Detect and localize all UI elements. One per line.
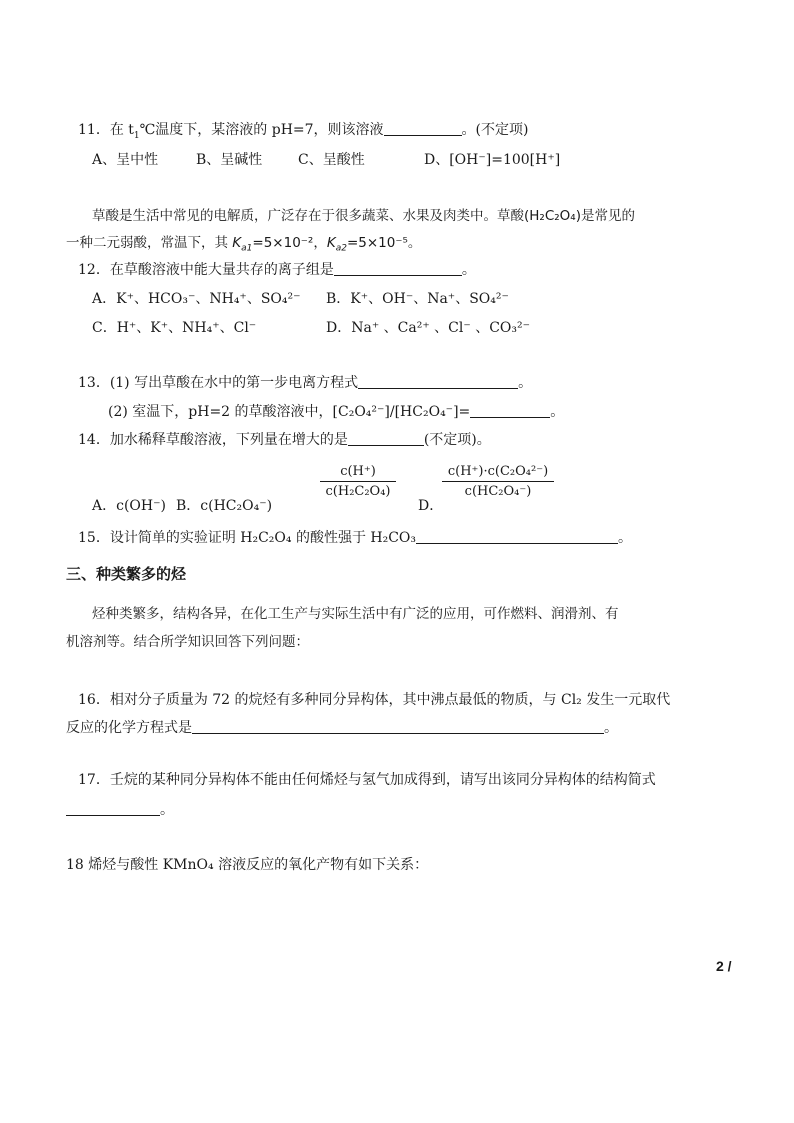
q12-stem: 12．在草酸溶液中能大量共存的离子组是 。: [78, 262, 476, 278]
q16-line2: 反应的化学方程式是 。: [66, 720, 618, 736]
q14-option-c-denominator: c(H₂C₂O₄): [325, 484, 391, 499]
q14-option-d-label: D．: [418, 498, 444, 514]
q12-answer-blank[interactable]: [334, 261, 462, 276]
q18-line1: 18 烯烃与酸性 KMnO₄ 溶液反应的氧化产物有如下关系：: [66, 857, 429, 873]
q13-part1-answer-blank[interactable]: [358, 374, 518, 389]
q11-stem: 11．在 $t_1℃$温度下，某溶液的 pH=7，则该溶液 。(不定项): [78, 122, 529, 141]
q11-option-c: C、呈酸性: [298, 152, 365, 168]
q15-stem: 15．设计简单的实验证明 H₂C₂O₄ 的酸性强于 H₂CO₃ 。: [78, 530, 633, 546]
q12-option-d: D．Na⁺ 、Ca²⁺ 、Cl⁻ 、CO₃²⁻: [326, 320, 531, 336]
page-number: 2 /: [716, 958, 732, 974]
q17-line2: 。: [66, 800, 174, 820]
q12-option-b: B．K⁺、OH⁻、Na⁺、SO₄²⁻: [326, 291, 509, 307]
q14-answer-blank[interactable]: [348, 431, 424, 446]
fraction-bar: [442, 481, 554, 482]
q11-option-b: B、呈碱性: [196, 152, 263, 168]
q14-option-d-denominator: c(HC₂O₄⁻): [464, 484, 532, 499]
q17-answer-blank[interactable]: [66, 801, 160, 816]
q14-option-d-numerator: c(H⁺)·c(C₂O₄²⁻): [447, 464, 549, 479]
q11-answer-blank[interactable]: [384, 121, 462, 136]
q13-part2: (2) 室温下，pH=2 的草酸溶液中，[C₂O₄²⁻]/[HC₂O₄⁻]= 。: [108, 404, 565, 420]
q16-line1: 16．相对分子质量为 72 的烷烃有多种同分异构体，其中沸点最低的物质，与 Cl₂ 发生一元取代: [78, 692, 671, 708]
q12-option-c: C．H⁺、K⁺、NH₄⁺、Cl⁻: [92, 320, 257, 336]
q16-answer-blank[interactable]: [192, 719, 604, 734]
q17-line1: 17．壬烷的某种同分异构体不能由任何烯烃与氢气加成得到，请写出该同分异构体的结构简式: [78, 772, 656, 788]
q14-stem: 14．加水稀释草酸溶液，下列量在增大的是 (不定项)。: [78, 432, 491, 448]
q13-part2-answer-blank[interactable]: [470, 403, 550, 418]
q13-part1: 13．(1) 写出草酸在水中的第一步电离方程式 。: [78, 375, 533, 391]
section-3-intro-line1: 烃种类繁多，结构各异，在化工生产与实际生活中有广泛的应用，可作燃料、润滑剂、有: [92, 606, 619, 622]
q14-option-c-numerator: c(H⁺): [340, 464, 376, 479]
q15-answer-blank[interactable]: [416, 529, 618, 544]
q14-option-c-fraction: [320, 464, 396, 499]
section-3-title: 三、种类繁多的烃: [66, 565, 187, 583]
fraction-bar: [320, 481, 396, 482]
q14-option-b: B．c(HC₂O₄⁻): [176, 498, 273, 514]
section-3-intro-line2: 机溶剂等。结合所学知识回答下列问题：: [66, 634, 309, 650]
oxalic-intro-line1: 草酸是生活中常见的电解质，广泛存在于很多蔬菜、水果及肉类中。草酸(H₂C₂O₄)是常见的: [92, 208, 635, 224]
q11-option-a: A、呈中性: [92, 152, 159, 168]
q11-option-d: D、[OH⁻]=100[H⁺]: [424, 152, 561, 168]
q12-option-a: A．K⁺、HCO₃⁻、NH₄⁺、SO₄²⁻: [92, 291, 301, 307]
q14-option-a: A．c(OH⁻): [92, 498, 166, 514]
oxalic-intro-line2: 一种二元弱酸，常温下，其 $K_{a1}=5\times 10^{-2}$，$K_{a2}=5\times 10^{-5}$。: [66, 235, 422, 254]
q14-option-d-fraction: [442, 464, 554, 499]
